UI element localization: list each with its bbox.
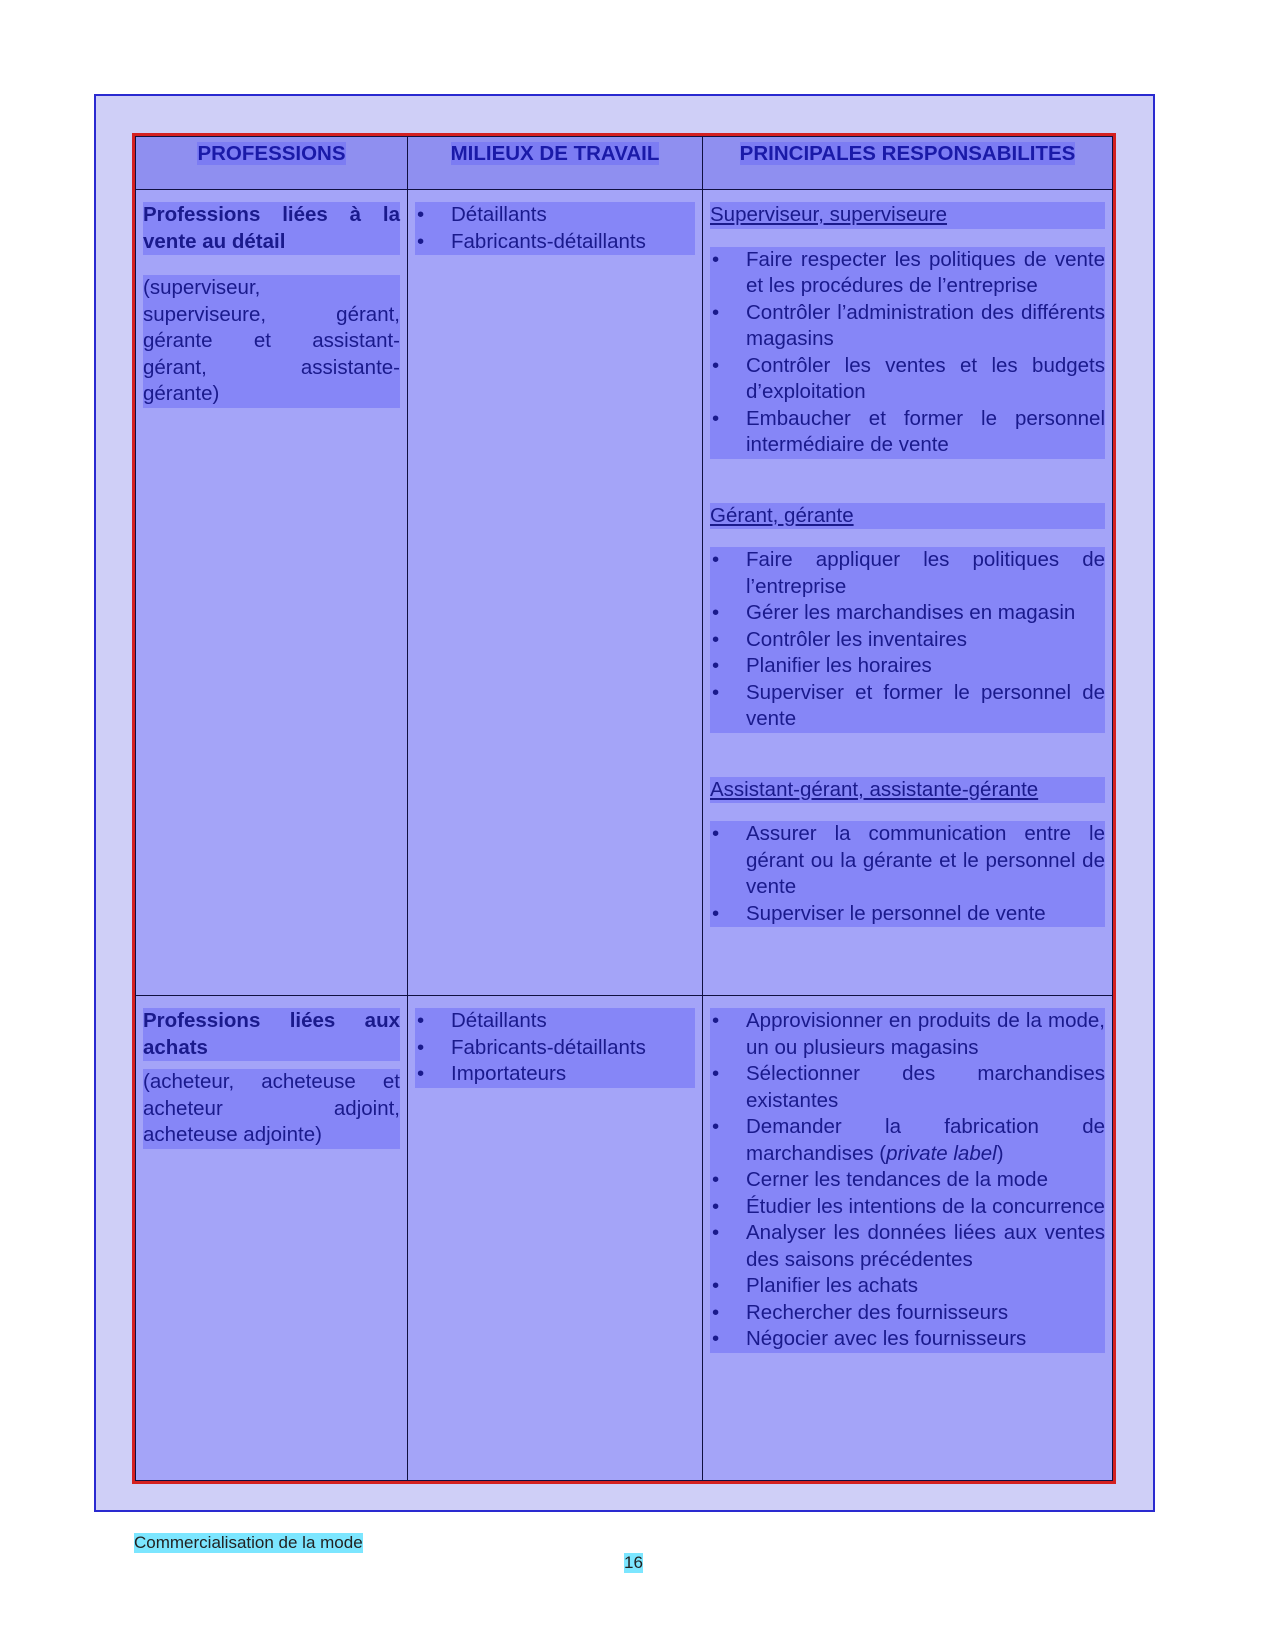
profession-subtitle: (acheteur, acheteuse et acheteur adjoint, acheteuse adjointe) — [143, 1069, 400, 1149]
list-item: • Approvisionner en produits de la mode, un ou plusieurs magasins — [710, 1008, 1105, 1061]
milieux-cell — [408, 996, 703, 1481]
responsabilites-cell — [703, 996, 1113, 1481]
table-row — [136, 996, 1113, 1481]
milieux-cell — [408, 190, 703, 996]
list-item: • Cerner les tendances de la mode — [710, 1167, 1105, 1194]
list-item: • Gérer les marchandises en magasin — [710, 600, 1105, 627]
profession-cell — [136, 190, 408, 996]
list-item: • Fabricants-détaillants — [415, 1035, 695, 1062]
list-item: • Assurer la communication entre le gérant ou la gérante et le personnel de vente — [710, 821, 1105, 901]
profession-cell — [136, 996, 408, 1481]
list-item: • Détaillants — [415, 1008, 695, 1035]
profession-title: Professions liées à la vente au détail — [143, 202, 400, 255]
list-item: • Détaillants — [415, 202, 695, 229]
list-item: • Faire respecter les politiques de vente et les procédures de l’entreprise — [710, 247, 1105, 300]
footer-title: Commercialisation de la mode — [134, 1533, 363, 1552]
list-item: • Demander la fabrication de marchandises (private label) — [710, 1114, 1105, 1167]
list-item: • Planifier les achats — [710, 1273, 1105, 1300]
list-item: • Embaucher et former le personnel intermédiaire de vente — [710, 406, 1105, 459]
list-item: • Superviser et former le personnel de vente — [710, 680, 1105, 733]
header-milieux: MILIEUX DE TRAVAIL — [408, 137, 703, 190]
responsabilites-cell — [703, 190, 1113, 996]
role-title: Superviseur, superviseure — [710, 202, 1105, 229]
list-item: • Planifier les horaires — [710, 653, 1105, 680]
role-title: Assistant-gérant, assistante-gérante — [710, 777, 1105, 804]
profession-subtitle: (superviseur, superviseure, gérant, gérante et assistant- gérant, assistante- gérante) — [143, 275, 400, 408]
list-item: • Fabricants-détaillants — [415, 229, 695, 256]
profession-title: Professions liées aux achats — [143, 1008, 400, 1061]
list-item: • Superviser le personnel de vente — [710, 901, 1105, 928]
header-professions: PROFESSIONS — [136, 137, 408, 190]
list-item: • Importateurs — [415, 1061, 695, 1088]
list-item: • Contrôler les inventaires — [710, 627, 1105, 654]
list-item: • Étudier les intentions de la concurrence — [710, 1194, 1105, 1221]
table-row — [136, 190, 1113, 996]
list-item: • Contrôler l’administration des différents magasins — [710, 300, 1105, 353]
list-item: • Faire appliquer les politiques de l’entreprise — [710, 547, 1105, 600]
page-number: 16 — [624, 1553, 643, 1572]
list-item: • Contrôler les ventes et les budgets d’exploitation — [710, 353, 1105, 406]
header-responsabilites: PRINCIPALES RESPONSABILITES — [703, 137, 1113, 190]
role-title: Gérant, gérante — [710, 503, 1105, 530]
list-item: • Analyser les données liées aux ventes des saisons précédentes — [710, 1220, 1105, 1273]
list-item: • Rechercher des fournisseurs — [710, 1300, 1105, 1327]
list-item: • Sélectionner des marchandises existantes — [710, 1061, 1105, 1114]
list-item: • Négocier avec les fournisseurs — [710, 1326, 1105, 1353]
responsibilities-table — [132, 133, 1116, 1484]
